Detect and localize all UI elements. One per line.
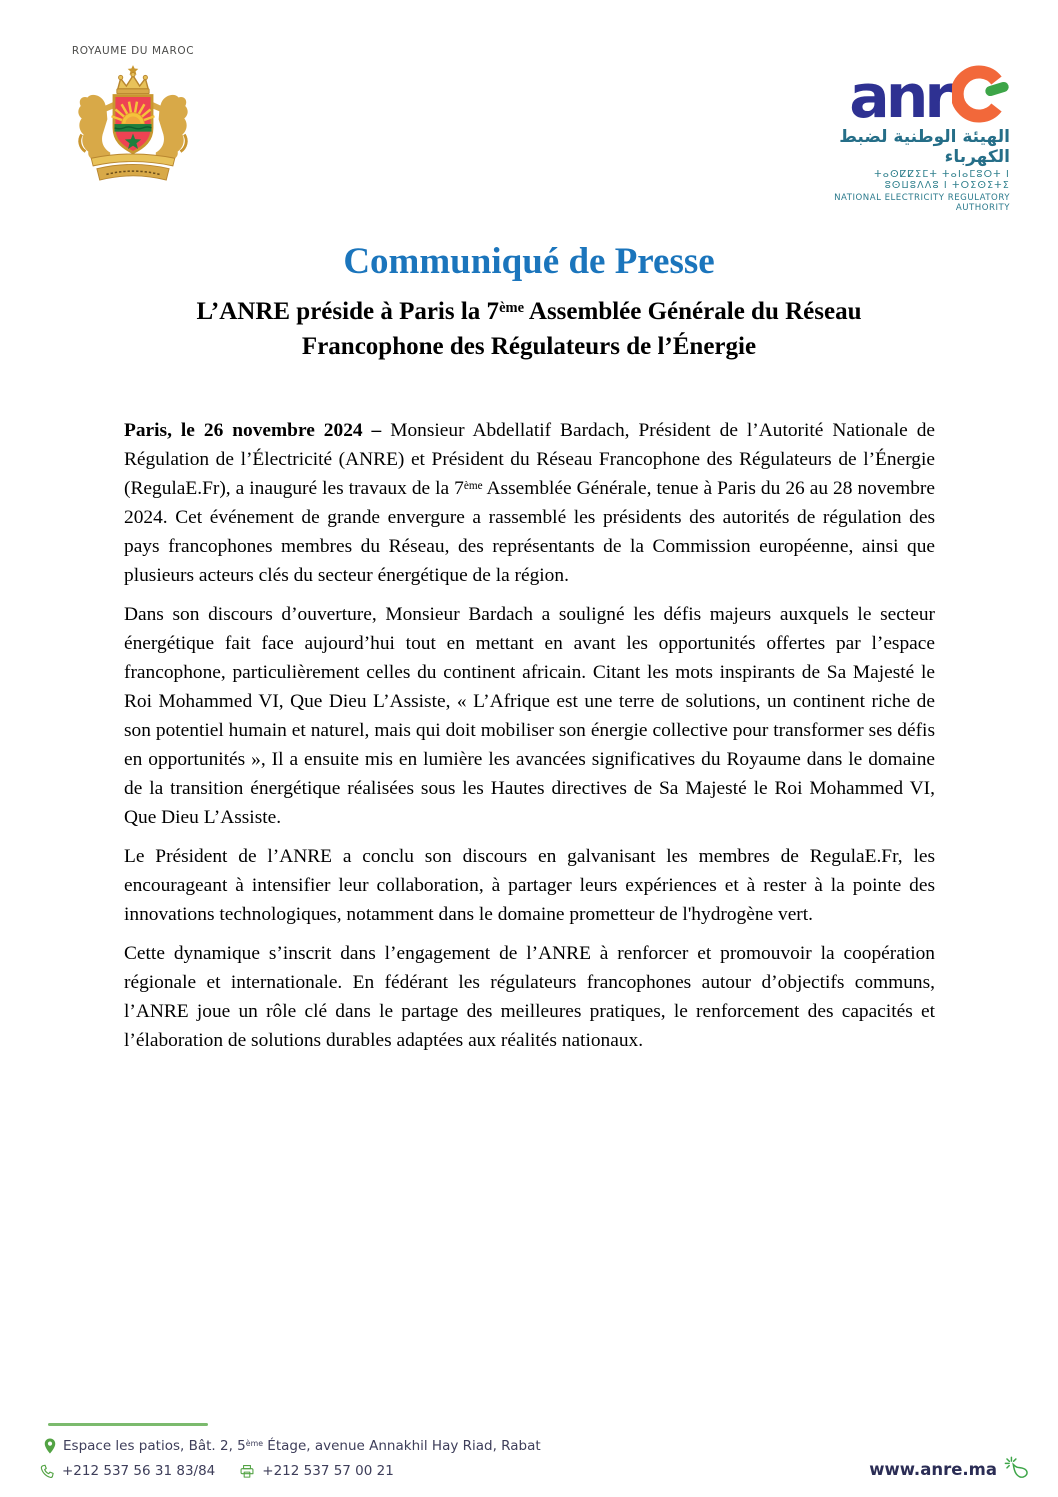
anre-arabic-name: الهيئة الوطنية لضبط الكهرباء — [839, 127, 1010, 167]
fax-icon — [239, 1464, 255, 1479]
paragraph-1-dateline: Paris, le 26 novembre 2024 – — [124, 420, 391, 441]
website-url[interactable]: www.anre.ma — [869, 1459, 997, 1479]
anre-wordmark-e-icon — [952, 65, 1010, 123]
royal-header-block — [66, 45, 200, 193]
press-release-body — [124, 416, 935, 1065]
morocco-coat-of-arms-icon — [76, 62, 190, 188]
phone-icon — [40, 1464, 55, 1479]
page-title: Communiqué de Presse — [343, 241, 715, 282]
footer-divider — [48, 1423, 208, 1426]
anre-wordmark — [824, 60, 1010, 132]
heading-line-1: L’ANRE préside à Paris la 7ème Assemblée Générale du Réseau — [196, 298, 862, 325]
paragraph-2: Dans son discours d’ouverture, Monsieur Bardach a souligné les défis majeurs auxquels le secteur énergétique fait face aujourd’hui tout en mettant en avant les opportunités offertes par l’espace francophone, particulièrement celles du continent africain. Citant les mots inspirants de Sa Majesté le Roi Mohammed VI, Que Dieu L’Assiste, « L’Afrique est une terre de solutions, un continent riche de son potentiel humain et naturel, mais qui doit mobiliser son énergie collective pour transformer ses défis en opportunités », Il a ensuite mis en lumière les avancées significatives du Royaume dans le domaine de la transition énergétique réalisées sous les Hautes directives de Sa Majesté le Roi Mohammed VI, Que Dieu L’Assiste. — [124, 604, 935, 828]
anre-wordmark-anr: anr — [849, 62, 950, 132]
location-pin-icon — [44, 1438, 56, 1454]
footer-address: Espace les patios, Bât. 2, 5ème Étage, avenue Annakhil Hay Riad, Rabat — [63, 1438, 541, 1454]
click-icon — [1004, 1456, 1030, 1482]
heading-line-2: Francophone des Régulateurs de l’Énergie — [301, 333, 757, 360]
anre-tifinagh-name: ⵜⴰⵙⵇⵇⵉⵎⵜ ⵜⴰⵏⴰⵎⵓⵔⵜ ⵏ ⵓⵙⵡⵓⴷⴷⵓ ⵏ ⵜⵔⵉⵙⵉⵜⵉ — [874, 169, 1010, 191]
paragraph-4: Cette dynamique s’inscrit dans l’engagement de l’ANRE à renforcer et promouvoir la coopération régionale et internationale. En fédérant les régulateurs francophones autour d’objectifs communs, l’ANRE joue un rôle clé dans le partage des meilleures pratiques, le renforcement des capacités et l’élaboration de solutions durables adaptées aux réalités nationaux. — [124, 943, 935, 1051]
footer-website-link[interactable] — [869, 1456, 1030, 1482]
press-release-heading — [0, 294, 1058, 364]
kingdom-label: ROYAUME DU MAROC — [71, 45, 195, 57]
footer-contacts-row — [40, 1463, 394, 1479]
footer-fax: +212 537 57 00 21 — [262, 1463, 394, 1479]
footer-address-row — [44, 1438, 541, 1454]
anre-english-name: NATIONAL ELECTRICITY REGULATORY AUTHORITY — [834, 193, 1010, 213]
paragraph-1: Paris, le 26 novembre 2024 – Monsieur Abdellatif Bardach, Président de l’Autorité Nationale de Régulation de l’Électricité (ANRE) et Président du Réseau Francophone des Régulateurs de l’Énergie (RegulaE.Fr), a inauguré les travaux de la 7ème Assemblée Générale, tenue à Paris du 26 au 28 novembre 2024. Cet événement de grande envergure a rassemblé les présidents des autorités de régulation des pays francophones membres du Réseau, des représentants de la Commission européenne, ainsi que plusieurs acteurs clés du secteur énergétique de la région. — [124, 420, 935, 586]
footer-phone: +212 537 56 31 83/84 — [62, 1463, 216, 1479]
paragraph-3: Le Président de l’ANRE a conclu son discours en galvanisant les membres de RegulaE.Fr, les encourageant à intensifier leur collaboration, à partager leurs expériences et à rester à la pointe des innovations technologiques, notamment dans le domaine prometteur de l'hydrogène vert. — [124, 846, 935, 925]
anre-logo — [824, 60, 1010, 213]
